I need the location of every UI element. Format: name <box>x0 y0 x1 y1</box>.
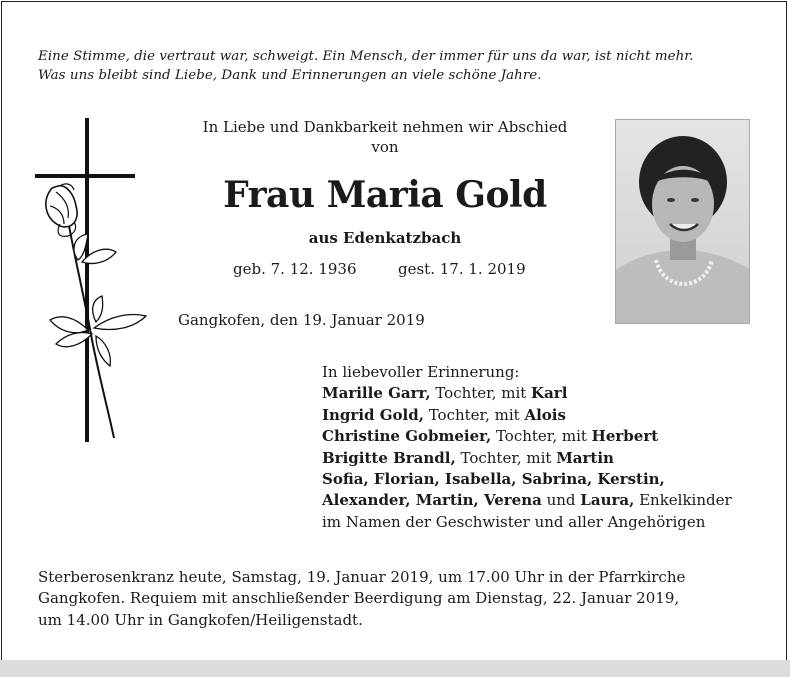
deceased-name: Frau Maria Gold <box>223 174 547 216</box>
mourners-heading: In liebevoller Erinnerung: <box>322 363 520 381</box>
cross-with-rose-icon <box>30 110 170 450</box>
mourner-relation: Tochter, mit <box>491 427 592 446</box>
mourner-row <box>322 490 732 511</box>
mourner-row <box>322 469 732 490</box>
mourner-relation: Tochter, mit <box>430 384 532 403</box>
mourner-name: Sofia, Florian, Isabella, Sabrina, Kerstin, <box>322 470 665 489</box>
mourner-name: Alexander, Martin, Verena <box>322 491 542 510</box>
death-date: gest. 17. 1. 2019 <box>398 260 526 278</box>
birth-date: geb. 7. 12. 1936 <box>233 260 357 278</box>
mourner-partner: Karl <box>531 384 568 403</box>
mourner-row <box>322 426 732 447</box>
mourner-partner: Alois <box>524 405 566 424</box>
portrait-illustration <box>616 120 750 324</box>
verse-line-2: Was uns bleibt sind Liebe, Dank und Erinnerungen an viele schöne Jahre. <box>38 68 542 83</box>
mourner-suffix: Enkelkinder <box>634 491 732 510</box>
funeral-line-1: Sterberosenkranz heute, Samstag, 19. Januar 2019, um 17.00 Uhr in der Pfarrkirche <box>38 568 686 586</box>
mourner-name: Ingrid Gold, <box>322 405 424 424</box>
funeral-info <box>38 567 758 631</box>
intro-line-1: In Liebe und Dankbarkeit nehmen wir Abschied <box>202 118 568 136</box>
funeral-line-3: um 14.00 Uhr in Gangkofen/Heiligenstadt. <box>38 610 363 629</box>
verse-line-1: Eine Stimme, die vertraut war, schweigt. Ein Mensch, der immer für uns da war, ist nicht mehr. <box>38 49 694 64</box>
mourner-partner: Herbert <box>591 427 659 446</box>
mourner-name: Brigitte Brandl, <box>322 448 456 467</box>
place-and-date: Gangkofen, den 19. Januar 2019 <box>178 311 425 329</box>
mourners-closing: im Namen der Geschwister und aller Angehörigen <box>322 512 706 531</box>
mourner-row <box>322 405 732 426</box>
mourner-relation: Tochter, mit <box>455 448 557 467</box>
deceased-origin: aus Edenkatzbach <box>308 229 462 247</box>
mourner-row <box>322 383 732 404</box>
portrait-photo <box>615 119 750 324</box>
mourner-row <box>322 448 732 469</box>
intro-line-2: von <box>371 138 399 156</box>
mourner-relation: und <box>541 491 581 510</box>
bottom-bar <box>0 660 790 677</box>
mourner-name: Christine Gobmeier, <box>322 427 492 446</box>
mourner-partner: Martin <box>556 448 614 467</box>
mourners-section <box>322 362 732 533</box>
mourner-partner: Laura, <box>580 491 635 510</box>
verse <box>38 47 758 85</box>
mourner-name: Marille Garr, <box>322 384 431 403</box>
mourner-relation: Tochter, mit <box>423 405 525 424</box>
funeral-line-2: Gangkofen. Requiem mit anschließender Beerdigung am Dienstag, 22. Januar 2019, <box>38 589 680 608</box>
